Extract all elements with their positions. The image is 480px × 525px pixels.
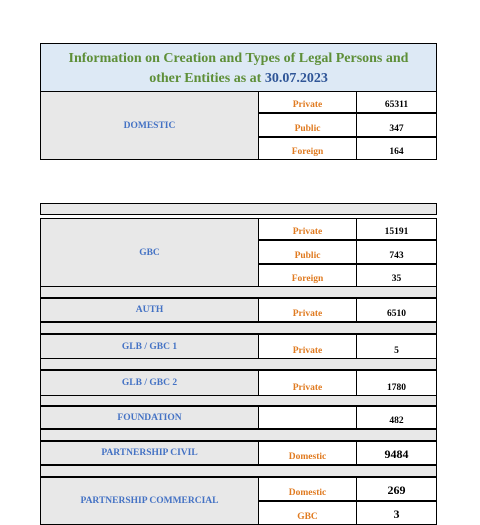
separator-row (40, 203, 437, 215)
count-cell: 1780 (357, 370, 437, 396)
count-cell: 743 (357, 240, 437, 264)
count-cell: 15191 (357, 218, 437, 240)
count-cell: 269 (357, 477, 437, 501)
title-line-2-prefix: other Entities as at (149, 71, 265, 86)
count-cell: 65311 (357, 91, 437, 113)
entity-type-cell: Private (259, 298, 357, 322)
entity-type-cell: Public (259, 240, 357, 264)
entity-type-cell (259, 406, 357, 429)
category-cell: PARTNERSHIP CIVIL (40, 441, 259, 465)
category-cell: PARTNERSHIP COMMERCIAL (40, 477, 259, 525)
entity-type-cell: Private (259, 370, 357, 396)
separator-row (40, 322, 437, 334)
category-cell: GLB / GBC 1 (40, 334, 259, 359)
separator-row (40, 286, 437, 298)
entity-type-cell: Domestic (259, 477, 357, 501)
separator-row (40, 465, 437, 477)
category-cell: GBC (40, 218, 259, 287)
count-cell: 35 (357, 264, 437, 287)
category-cell: GLB / GBC 2 (40, 370, 259, 396)
entity-type-cell: Foreign (259, 137, 357, 160)
category-cell: AUTH (40, 298, 259, 322)
category-cell: FOUNDATION (40, 406, 259, 429)
entity-type-cell: Private (259, 334, 357, 359)
count-cell: 164 (357, 137, 437, 160)
count-cell: 5 (357, 334, 437, 359)
entity-type-cell: GBC (259, 501, 357, 525)
count-cell: 482 (357, 406, 437, 429)
count-cell: 6510 (357, 298, 437, 322)
title-line-2 (41, 69, 436, 89)
entity-type-cell: Foreign (259, 264, 357, 287)
entity-type-cell: Domestic (259, 441, 357, 465)
count-cell: 9484 (357, 441, 437, 465)
entity-type-cell: Public (259, 113, 357, 137)
count-cell: 347 (357, 113, 437, 137)
category-cell: DOMESTIC (40, 91, 259, 160)
table-title (40, 43, 437, 97)
title-line-1: Information on Creation and Types of Legal Persons and (68, 51, 409, 66)
title-date: 30.07.2023 (264, 71, 328, 86)
entity-type-cell: Private (259, 218, 357, 240)
entity-type-cell: Private (259, 91, 357, 113)
separator-row (40, 429, 437, 441)
legal-persons-table (40, 43, 437, 522)
separator-row (40, 358, 437, 370)
count-cell: 3 (357, 501, 437, 525)
